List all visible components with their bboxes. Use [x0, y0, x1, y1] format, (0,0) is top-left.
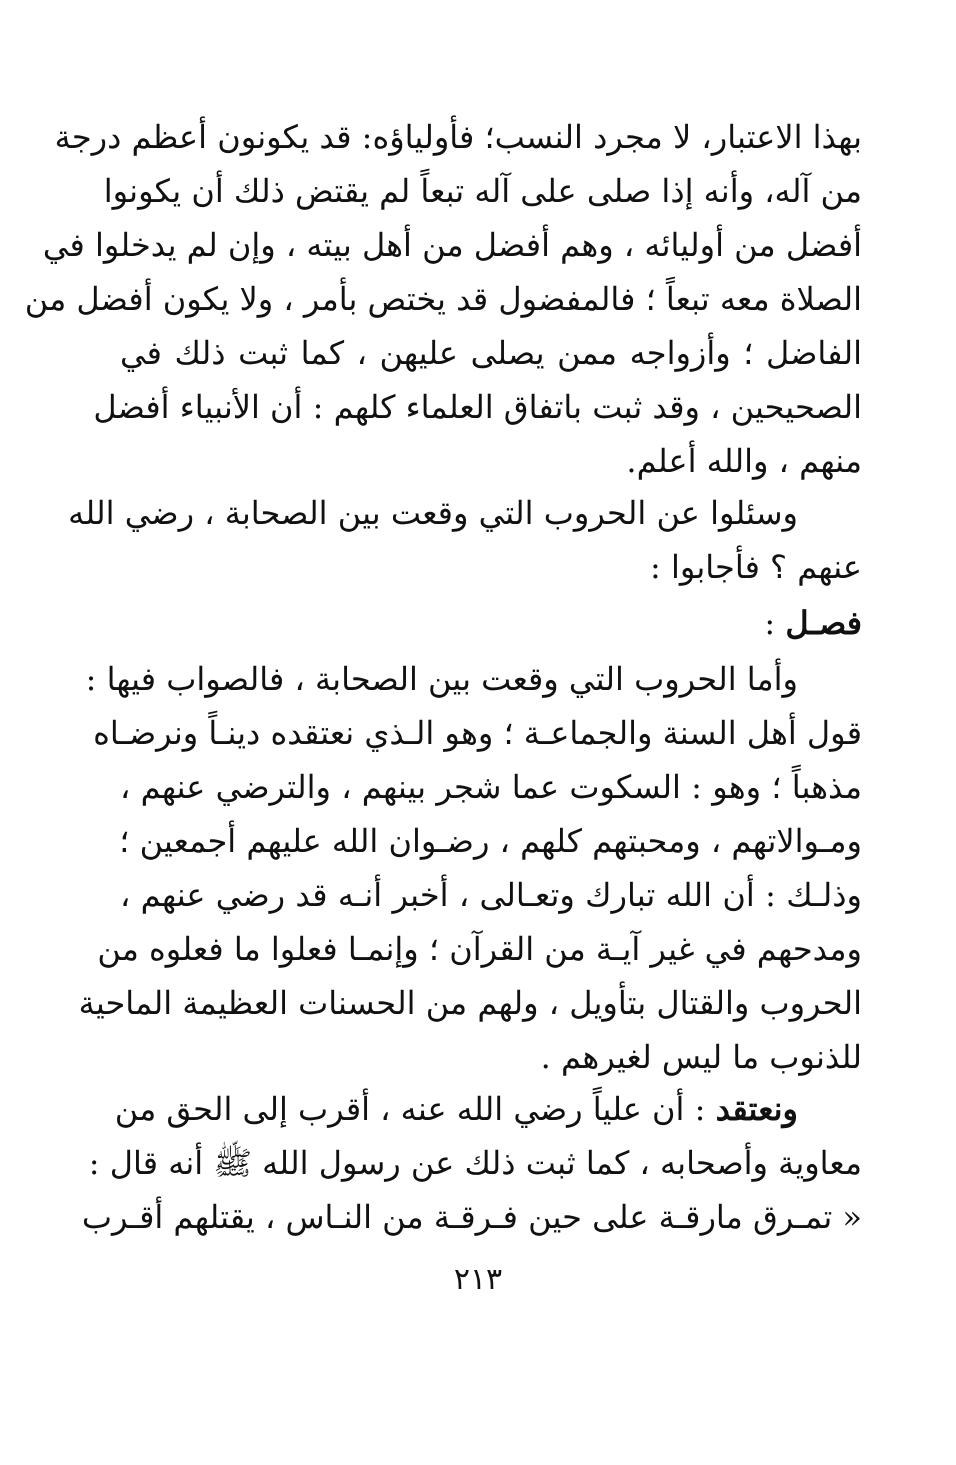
text-line: [114, 1082, 862, 1136]
paragraph-4: [81, 1082, 862, 1244]
text-line: منهم ، والله أعلم.: [626, 442, 862, 480]
page-number: ٢١٣: [453, 1262, 503, 1297]
section-heading-colon: :: [764, 604, 786, 642]
text-line: الصحيحين ، وقد ثبت باتفاق العلماء كلهم : أن الأنبياء أفضل: [93, 388, 862, 426]
text-line: للذنوب ما ليس لغيرهم .: [540, 1038, 862, 1076]
text-line: وأما الحروب التي وقعت بين الصحابة ، فالصواب فيها :: [85, 660, 798, 698]
text-line: « تمـرق مارقـة على حين فـرقـة من النـاس ، يقتلهم أقـرب: [81, 1198, 862, 1236]
text-line: من آله، وأنه إذا صلى على آله تبعاً لم يقتض ذلك أن يكونوا: [103, 172, 862, 210]
text-line: وذلـك : أن الله تبارك وتعـالى ، أخبر أنـه قد رضي عنهم ،: [120, 876, 862, 914]
text-line: ومـوالاتهم ، ومحبتهم كلهم ، رضـوان الله عليهم أجمعين ؛: [119, 822, 862, 860]
paragraph-1: [24, 110, 862, 488]
text-line: بهذا الاعتبار، لا مجرد النسب؛ فأولياؤه: قد يكونون أعظم درجة: [54, 118, 862, 156]
paragraph-2: [68, 486, 862, 594]
text-line: أفضل من أوليائه ، وهم أفضل من أهل بيته ، وإن لم يدخلوا في: [42, 226, 862, 264]
section-heading: [120, 596, 862, 650]
lead-line-rest: : أن علياً رضي الله عنه ، أقرب إلى الحق من: [114, 1090, 716, 1128]
paragraph-3: [78, 652, 862, 1084]
text-line: عنهم ؟ فأجابوا :: [650, 548, 862, 586]
text-line: الصلاة معه تبعاً ؛ فالمفضول قد يختص بأمر ، ولا يكون أفضل من: [24, 280, 862, 318]
text-line: قول أهل السنة والجماعـة ؛ وهو الـذي نعتقده دينـاً ونرضـاه: [93, 714, 862, 752]
text-line: مذهباً ؛ وهو : السكوت عما شجر بينهم ، والترضي عنهم ،: [120, 768, 862, 806]
text-line: ومدحهم في غير آيـة من القرآن ؛ وإنمـا فعلوا ما فعلوه من: [97, 930, 862, 968]
text-line: الفاضل ؛ وأزواجه ممن يصلى عليهن ، كما ثبت ذلك في: [120, 334, 862, 372]
text-line: معاوية وأصحابه ، كما ثبت ذلك عن رسول الله ﷺ أنه قال :: [88, 1144, 862, 1182]
lead-word: ونعتقد: [715, 1090, 798, 1128]
text-line: الحروب والقتال بتأويل ، ولهم من الحسنات العظيمة الماحية: [78, 984, 862, 1022]
text-line: وسئلوا عن الحروب التي وقعت بين الصحابة ، رضي الله: [68, 494, 798, 532]
section-heading-word: فصـل: [785, 604, 862, 642]
